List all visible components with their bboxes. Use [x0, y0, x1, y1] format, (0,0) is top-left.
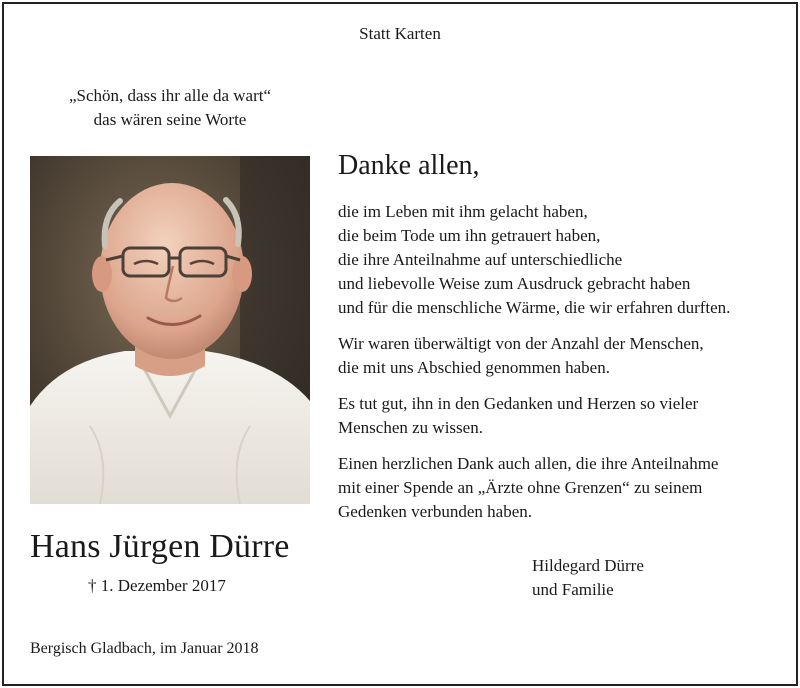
text-line: Gedenken verbunden haben.	[338, 502, 533, 521]
signoff-family: und Familie	[532, 580, 614, 599]
deceased-name: Hans Jürgen Dürre	[30, 528, 290, 565]
thanks-paragraph	[338, 392, 778, 440]
thanks-paragraph	[338, 332, 778, 380]
signoff	[532, 554, 644, 602]
text-line: Einen herzlichen Dank auch allen, die ihre Anteilnahme	[338, 454, 719, 473]
quote-block	[20, 84, 320, 132]
text-line: die mit uns Abschied genommen haben.	[338, 358, 610, 377]
header-title: Statt Karten	[359, 24, 441, 43]
quote-line: „Schön, dass ihr alle da wart“	[68, 86, 272, 105]
place-date: Bergisch Gladbach, im Januar 2018	[30, 640, 259, 657]
text-line: und für die menschliche Wärme, die wir erfahren durften.	[338, 298, 731, 317]
text-line: und liebevolle Weise zum Ausdruck gebracht haben	[338, 274, 691, 293]
quote-attribution: das wären seine Worte	[93, 110, 247, 129]
text-line: Es tut gut, ihn in den Gedanken und Herzen so vieler	[338, 394, 699, 413]
text-line: Menschen zu wissen.	[338, 418, 483, 437]
death-date: † 1. Dezember 2017	[88, 576, 226, 595]
thanks-paragraph	[338, 452, 778, 524]
portrait-photo	[30, 156, 310, 504]
portrait-illustration	[30, 156, 310, 504]
thanks-body	[338, 200, 778, 536]
signoff-name: Hildegard Dürre	[532, 556, 644, 575]
text-line: die ihre Anteilnahme auf unterschiedliche	[338, 250, 623, 269]
text-line: die im Leben mit ihm gelacht haben,	[338, 202, 588, 221]
text-line: mit einer Spende an „Ärzte ohne Grenzen“ zu seinem	[338, 478, 703, 497]
thanks-paragraph	[338, 200, 778, 320]
text-line: die beim Tode um ihn getrauert haben,	[338, 226, 601, 245]
text-line: Wir waren überwältigt von der Anzahl der Menschen,	[338, 334, 704, 353]
thanks-heading: Danke allen,	[338, 150, 480, 181]
